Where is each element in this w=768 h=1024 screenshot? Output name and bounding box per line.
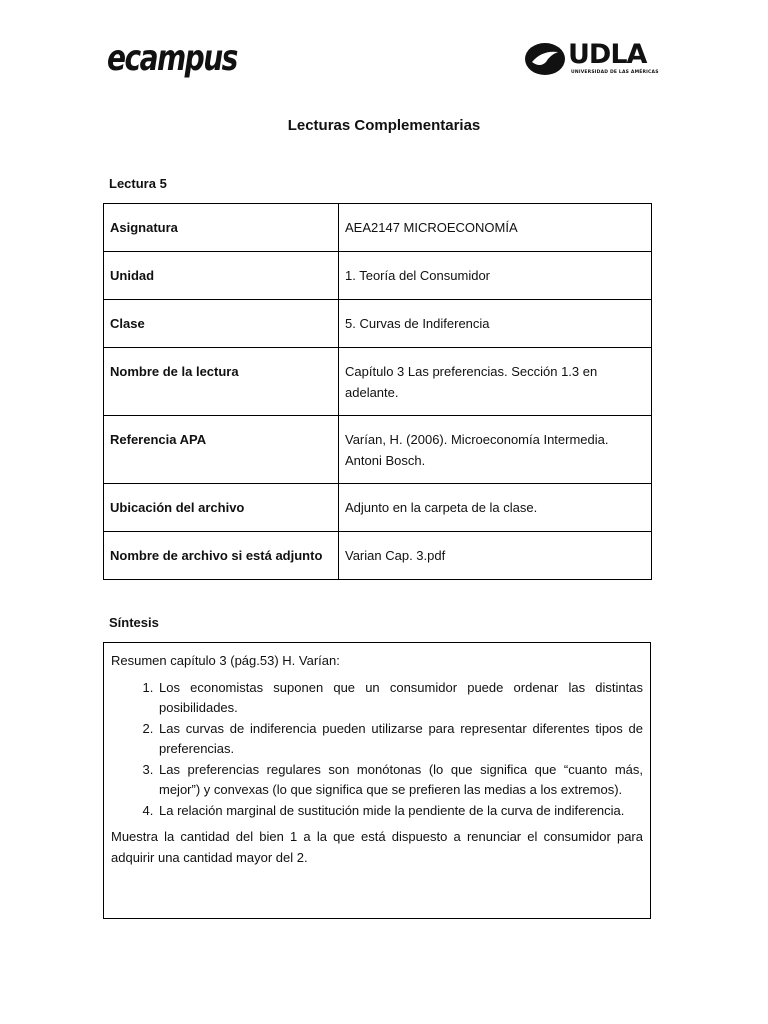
list-item: 4. La relación marginal de sustitución mide la pendiente de la curva de indiferencia. — [157, 801, 643, 822]
reading-info-table — [103, 203, 652, 580]
table-row — [104, 532, 652, 580]
udla-logo — [524, 39, 659, 80]
ecampus-logo-text: ecampus — [107, 38, 237, 79]
row-label: Ubicación del archivo — [104, 484, 339, 532]
table-row — [104, 484, 652, 532]
synthesis-heading: Síntesis — [109, 615, 159, 630]
ecampus-logo — [107, 38, 237, 82]
synthesis-list — [111, 678, 643, 822]
row-value: AEA2147 MICROECONOMÍA — [339, 204, 652, 252]
udla-logo-subtitle: UNIVERSIDAD DE LAS AMÉRICAS — [571, 70, 659, 75]
row-value: Adjunto en la carpeta de la clase. — [339, 484, 652, 532]
udla-logo-text: UDLA — [568, 39, 647, 70]
row-label: Nombre de archivo si está adjunto — [104, 532, 339, 580]
row-label: Nombre de la lectura — [104, 348, 339, 416]
row-value: Varian Cap. 3.pdf — [339, 532, 652, 580]
table-row — [104, 204, 652, 252]
row-label: Unidad — [104, 252, 339, 300]
table-row — [104, 348, 652, 416]
reading-label: Lectura 5 — [109, 176, 167, 191]
list-item: 1. Los economistas suponen que un consumidor puede ordenar las distintas posibilidades. — [157, 678, 643, 719]
udla-emblem-icon — [524, 42, 566, 76]
row-value: 5. Curvas de Indiferencia — [339, 300, 652, 348]
row-value: Capítulo 3 Las preferencias. Sección 1.3 en adelante. — [339, 348, 652, 416]
row-value: Varían, H. (2006). Microeconomía Intermedia. Antoni Bosch. — [339, 416, 652, 484]
row-label: Referencia APA — [104, 416, 339, 484]
synthesis-box — [103, 642, 651, 919]
synthesis-intro: Resumen capítulo 3 (pág.53) H. Varían: — [111, 653, 340, 668]
row-label: Clase — [104, 300, 339, 348]
list-item: 2. Las curvas de indiferencia pueden utilizarse para representar diferentes tipos de preferencias. — [157, 719, 643, 760]
table-row — [104, 252, 652, 300]
row-label: Asignatura — [104, 204, 339, 252]
list-item: 3. Las preferencias regulares son monótonas (lo que significa que “cuanto más, mejor”) y convexas (lo que significa que se prefieren las medias a los extremos). — [157, 760, 643, 801]
page-title: Lecturas Complementarias — [287, 117, 481, 134]
row-value: 1. Teoría del Consumidor — [339, 252, 652, 300]
table-row — [104, 300, 652, 348]
synthesis-conclusion: Muestra la cantidad del bien 1 a la que está dispuesto a renunciar el consumidor para adquirir una cantidad mayor del 2. — [111, 829, 643, 865]
table-row — [104, 416, 652, 484]
